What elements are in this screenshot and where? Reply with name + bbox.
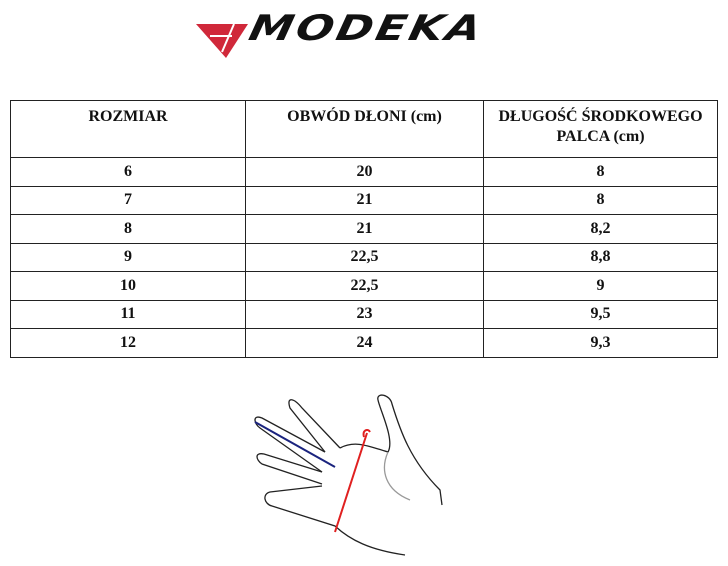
logo-triangle-icon [196, 12, 252, 62]
modeka-logo [196, 8, 506, 62]
size-cell: 8 [11, 215, 246, 244]
circumference-cell: 23 [246, 300, 484, 329]
finger-length-cell: 9,5 [484, 300, 718, 329]
finger-length-cell: 8 [484, 186, 718, 215]
table-row [11, 243, 718, 272]
circumference-cell: 22,5 [246, 272, 484, 301]
circumference-cell: 21 [246, 215, 484, 244]
size-cell: 11 [11, 300, 246, 329]
table-row [11, 272, 718, 301]
size-cell: 6 [11, 158, 246, 187]
finger-length-cell: 9,3 [484, 329, 718, 358]
circumference-cell: 20 [246, 158, 484, 187]
finger-length-cell: 8 [484, 158, 718, 187]
circumference-cell: 22,5 [246, 243, 484, 272]
finger-length-cell: 8,8 [484, 243, 718, 272]
header-size: ROZMIAR [11, 101, 246, 158]
table-row [11, 329, 718, 358]
circumference-cell: 24 [246, 329, 484, 358]
table-header-row [11, 101, 718, 158]
hand-measurement-illustration [240, 380, 460, 560]
finger-length-line [255, 422, 335, 467]
table-row [11, 186, 718, 215]
finger-length-cell: 9 [484, 272, 718, 301]
size-cell: 7 [11, 186, 246, 215]
size-table [10, 100, 718, 358]
finger-length-cell: 8,2 [484, 215, 718, 244]
size-cell: 9 [11, 243, 246, 272]
table-row [11, 158, 718, 187]
size-cell: 12 [11, 329, 246, 358]
header-middle-finger-length: DŁUGOŚĆ ŚRODKOWEGO PALCA (cm) [484, 101, 718, 158]
logo-text: MODEKA [245, 8, 488, 49]
size-cell: 10 [11, 272, 246, 301]
header-hand-circumference: OBWÓD DŁONI (cm) [246, 101, 484, 158]
circumference-cell: 21 [246, 186, 484, 215]
table-row [11, 215, 718, 244]
table-row [11, 300, 718, 329]
